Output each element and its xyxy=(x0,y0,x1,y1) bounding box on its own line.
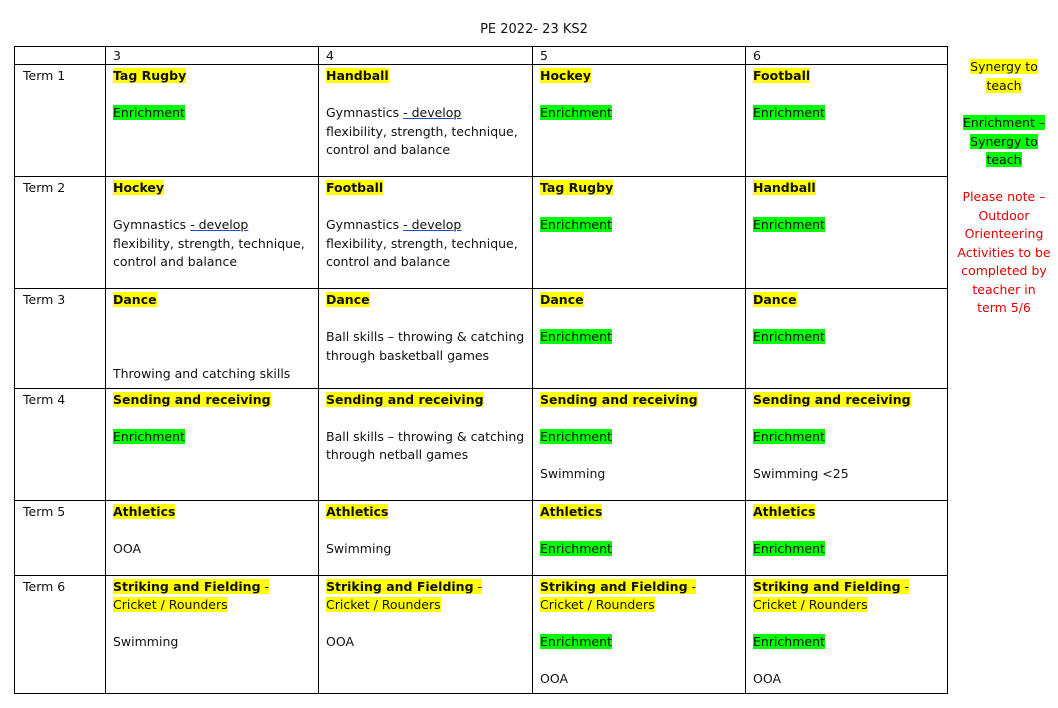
activity-name: Striking and Fielding xyxy=(753,578,901,594)
spacer xyxy=(326,615,528,634)
cell-line xyxy=(540,633,741,652)
activity-cell xyxy=(319,65,533,177)
spacer xyxy=(540,198,741,217)
cell-text: Swimming <25 xyxy=(753,465,849,481)
cell-line xyxy=(113,540,314,559)
activity-cell xyxy=(106,575,319,693)
enrichment-label: Enrichment xyxy=(753,217,825,232)
activity-name: Athletics xyxy=(326,503,389,519)
activity-cell xyxy=(319,289,533,389)
enrichment-label: Enrichment xyxy=(540,634,612,649)
spacer xyxy=(326,310,528,329)
activity-heading xyxy=(326,291,528,310)
cell-line xyxy=(326,633,528,652)
term-label: Term 6 xyxy=(15,575,106,693)
activity-name: Striking and Fielding xyxy=(326,578,474,594)
table-row xyxy=(15,177,948,289)
spacer xyxy=(326,409,528,428)
cell-line xyxy=(753,216,943,235)
cell-line xyxy=(113,428,314,447)
enrichment-label: Enrichment xyxy=(540,105,612,120)
activity-cell xyxy=(106,289,319,389)
activity-cell xyxy=(319,177,533,289)
activity-heading xyxy=(540,291,741,310)
activity-cell xyxy=(319,388,533,500)
activity-name: Athletics xyxy=(540,503,603,519)
cell-line xyxy=(753,670,943,689)
activity-heading xyxy=(753,67,943,86)
activity-cell xyxy=(746,575,948,693)
activity-cell xyxy=(746,388,948,500)
header-cell-2: 4 xyxy=(319,47,533,65)
spacer xyxy=(753,86,943,105)
spacer xyxy=(753,198,943,217)
activity-cell xyxy=(106,500,319,575)
gymnastics-note xyxy=(326,104,528,160)
header-cell-3: 5 xyxy=(533,47,746,65)
legend-synergy xyxy=(956,58,1052,95)
activity-heading xyxy=(540,391,741,410)
activity-cell xyxy=(746,177,948,289)
activity-cell xyxy=(319,500,533,575)
activity-name: Sending and receiving xyxy=(540,391,698,407)
enrichment-label: Enrichment xyxy=(540,329,612,344)
activity-name: Sending and receiving xyxy=(753,391,911,407)
activity-subtitle: - Cricket / Rounders xyxy=(540,578,697,612)
spacer xyxy=(113,521,314,540)
activity-heading xyxy=(113,578,314,615)
spacer xyxy=(326,86,528,105)
activity-heading xyxy=(113,179,314,198)
cell-text: Swimming xyxy=(326,540,392,556)
table-row xyxy=(15,65,948,177)
spacer xyxy=(753,521,943,540)
gymnastics-develop: - develop xyxy=(403,105,462,120)
activity-heading xyxy=(753,503,943,522)
cell-line xyxy=(113,365,314,384)
activity-heading xyxy=(326,503,528,522)
cell-line xyxy=(753,633,943,652)
cell-text: OOA xyxy=(113,540,142,556)
activity-name: Tag Rugby xyxy=(113,68,187,83)
cell-line xyxy=(753,328,943,347)
cell-line xyxy=(326,540,528,559)
activity-heading xyxy=(753,291,943,310)
activity-cell xyxy=(106,65,319,177)
activity-name: Striking and Fielding xyxy=(113,578,261,594)
spacer xyxy=(113,198,314,217)
header-cell-1: 3 xyxy=(106,47,319,65)
gymnastics-label: Gymnastics xyxy=(113,217,191,232)
activity-cell xyxy=(106,177,319,289)
cell-line xyxy=(113,104,314,123)
spacer xyxy=(753,446,943,465)
activity-cell xyxy=(533,289,746,389)
table-row xyxy=(15,388,948,500)
cell-line xyxy=(540,104,741,123)
gymnastics-detail: flexibility, strength, technique, control and balance xyxy=(326,235,518,269)
cell-line xyxy=(326,428,528,465)
activity-heading xyxy=(753,578,943,615)
spacer xyxy=(753,652,943,671)
cell-line xyxy=(540,216,741,235)
cell-line xyxy=(753,428,943,447)
spacer xyxy=(540,446,741,465)
cell-line xyxy=(540,428,741,447)
enrichment-label: Enrichment xyxy=(113,105,185,120)
activity-name: Dance xyxy=(326,292,370,307)
enrichment-label: Enrichment xyxy=(753,540,825,556)
cell-text: Swimming xyxy=(540,465,606,481)
spacer xyxy=(753,615,943,634)
activity-cell xyxy=(746,65,948,177)
activity-heading xyxy=(326,67,528,86)
activity-heading xyxy=(326,391,528,410)
table-row xyxy=(15,500,948,575)
enrichment-label: Enrichment xyxy=(540,217,612,232)
cell-line xyxy=(540,328,741,347)
spacer xyxy=(540,652,741,671)
legend-enrichment xyxy=(956,114,1052,170)
enrichment-label: Enrichment xyxy=(113,428,185,444)
term-label: Term 4 xyxy=(15,388,106,500)
activity-heading xyxy=(113,503,314,522)
activity-heading xyxy=(540,578,741,615)
activity-cell xyxy=(533,177,746,289)
gymnastics-develop: - develop xyxy=(403,217,462,232)
page-title: PE 2022- 23 KS2 xyxy=(480,22,588,37)
activity-name: Hockey xyxy=(113,180,165,195)
gymnastics-label: Gymnastics xyxy=(326,105,404,120)
cell-text: OOA xyxy=(753,671,782,686)
header-cell-4: 6 xyxy=(746,47,948,65)
gymnastics-note xyxy=(113,216,314,272)
activity-name: Football xyxy=(753,68,811,83)
activity-cell xyxy=(533,65,746,177)
spacer xyxy=(540,310,741,329)
enrichment-label: Enrichment xyxy=(753,105,825,120)
cell-text: Ball skills – throwing & catching through basketball games xyxy=(326,329,525,363)
enrichment-label: Enrichment xyxy=(753,428,825,444)
cell-text: Ball skills – throwing & catching through netball games xyxy=(326,428,525,462)
header-row xyxy=(15,47,948,65)
cell-line xyxy=(540,670,741,689)
cell-line xyxy=(540,540,741,559)
cell-text: OOA xyxy=(326,634,355,649)
activity-name: Sending and receiving xyxy=(113,391,271,407)
activity-name: Athletics xyxy=(753,503,816,519)
activity-cell xyxy=(533,500,746,575)
activity-name: Tag Rugby xyxy=(540,180,614,195)
gymnastics-develop: - develop xyxy=(190,217,249,232)
gymnastics-detail: flexibility, strength, technique, control and balance xyxy=(326,123,518,157)
activity-subtitle: - Cricket / Rounders xyxy=(326,578,483,612)
activity-subtitle: - Cricket / Rounders xyxy=(113,578,270,612)
activity-heading xyxy=(113,67,314,86)
activity-heading xyxy=(113,391,314,410)
cell-line xyxy=(113,633,314,652)
pe-timetable xyxy=(14,46,948,694)
activity-name: Dance xyxy=(540,292,584,307)
activity-heading xyxy=(540,179,741,198)
activity-name: Football xyxy=(326,180,384,195)
spacer xyxy=(540,521,741,540)
cell-text: OOA xyxy=(540,671,569,686)
legend-enrichment-text: Enrichment – Synergy to teach xyxy=(962,115,1046,167)
cell-text: Swimming xyxy=(113,634,179,649)
activity-subtitle: - Cricket / Rounders xyxy=(753,578,910,612)
spacer xyxy=(113,310,314,329)
spacer xyxy=(540,615,741,634)
activity-cell xyxy=(746,500,948,575)
spacer xyxy=(753,310,943,329)
activity-heading xyxy=(753,179,943,198)
spacer xyxy=(113,615,314,634)
ooa-note: Please note – Outdoor Orienteering Activities to be completed by teacher in term 5/6 xyxy=(957,189,1051,315)
table-row xyxy=(15,289,948,389)
spacer xyxy=(326,521,528,540)
gymnastics-label: Gymnastics xyxy=(326,217,404,232)
term-label: Term 1 xyxy=(15,65,106,177)
activity-name: Hockey xyxy=(540,68,592,83)
legend-synergy-text: Synergy to teach xyxy=(970,59,1038,93)
term-label: Term 5 xyxy=(15,500,106,575)
gymnastics-note xyxy=(326,216,528,272)
activity-name: Sending and receiving xyxy=(326,391,484,407)
activity-cell xyxy=(746,289,948,389)
table-row xyxy=(15,575,948,693)
activity-name: Athletics xyxy=(113,503,176,519)
cell-line xyxy=(753,104,943,123)
activity-heading xyxy=(326,578,528,615)
cell-line xyxy=(113,328,314,347)
enrichment-label: Enrichment xyxy=(540,428,612,444)
spacer xyxy=(540,409,741,428)
activity-heading xyxy=(540,503,741,522)
activity-name: Striking and Fielding xyxy=(540,578,688,594)
activity-name: Handball xyxy=(753,180,816,195)
cell-line xyxy=(753,540,943,559)
enrichment-label: Enrichment xyxy=(753,634,825,649)
enrichment-label: Enrichment xyxy=(540,540,612,556)
spacer xyxy=(540,86,741,105)
term-label: Term 2 xyxy=(15,177,106,289)
spacer xyxy=(326,198,528,217)
activity-heading xyxy=(540,67,741,86)
activity-heading xyxy=(753,391,943,410)
activity-cell xyxy=(533,575,746,693)
activity-cell xyxy=(106,388,319,500)
cell-line xyxy=(753,465,943,484)
gymnastics-detail: flexibility, strength, technique, control and balance xyxy=(113,235,305,269)
spacer xyxy=(753,409,943,428)
spacer xyxy=(113,409,314,428)
enrichment-label: Enrichment xyxy=(753,329,825,344)
activity-cell xyxy=(533,388,746,500)
spacer xyxy=(113,347,314,366)
activity-cell xyxy=(319,575,533,693)
term-label: Term 3 xyxy=(15,289,106,389)
activity-name: Dance xyxy=(753,292,797,307)
cell-line xyxy=(540,465,741,484)
activity-heading xyxy=(326,179,528,198)
cell-text: Throwing and catching skills xyxy=(113,366,291,381)
activity-name: Handball xyxy=(326,68,389,83)
spacer xyxy=(113,86,314,105)
cell-line xyxy=(326,328,528,365)
activity-heading xyxy=(113,291,314,310)
activity-name: Dance xyxy=(113,292,157,307)
header-cell-0 xyxy=(15,47,106,65)
